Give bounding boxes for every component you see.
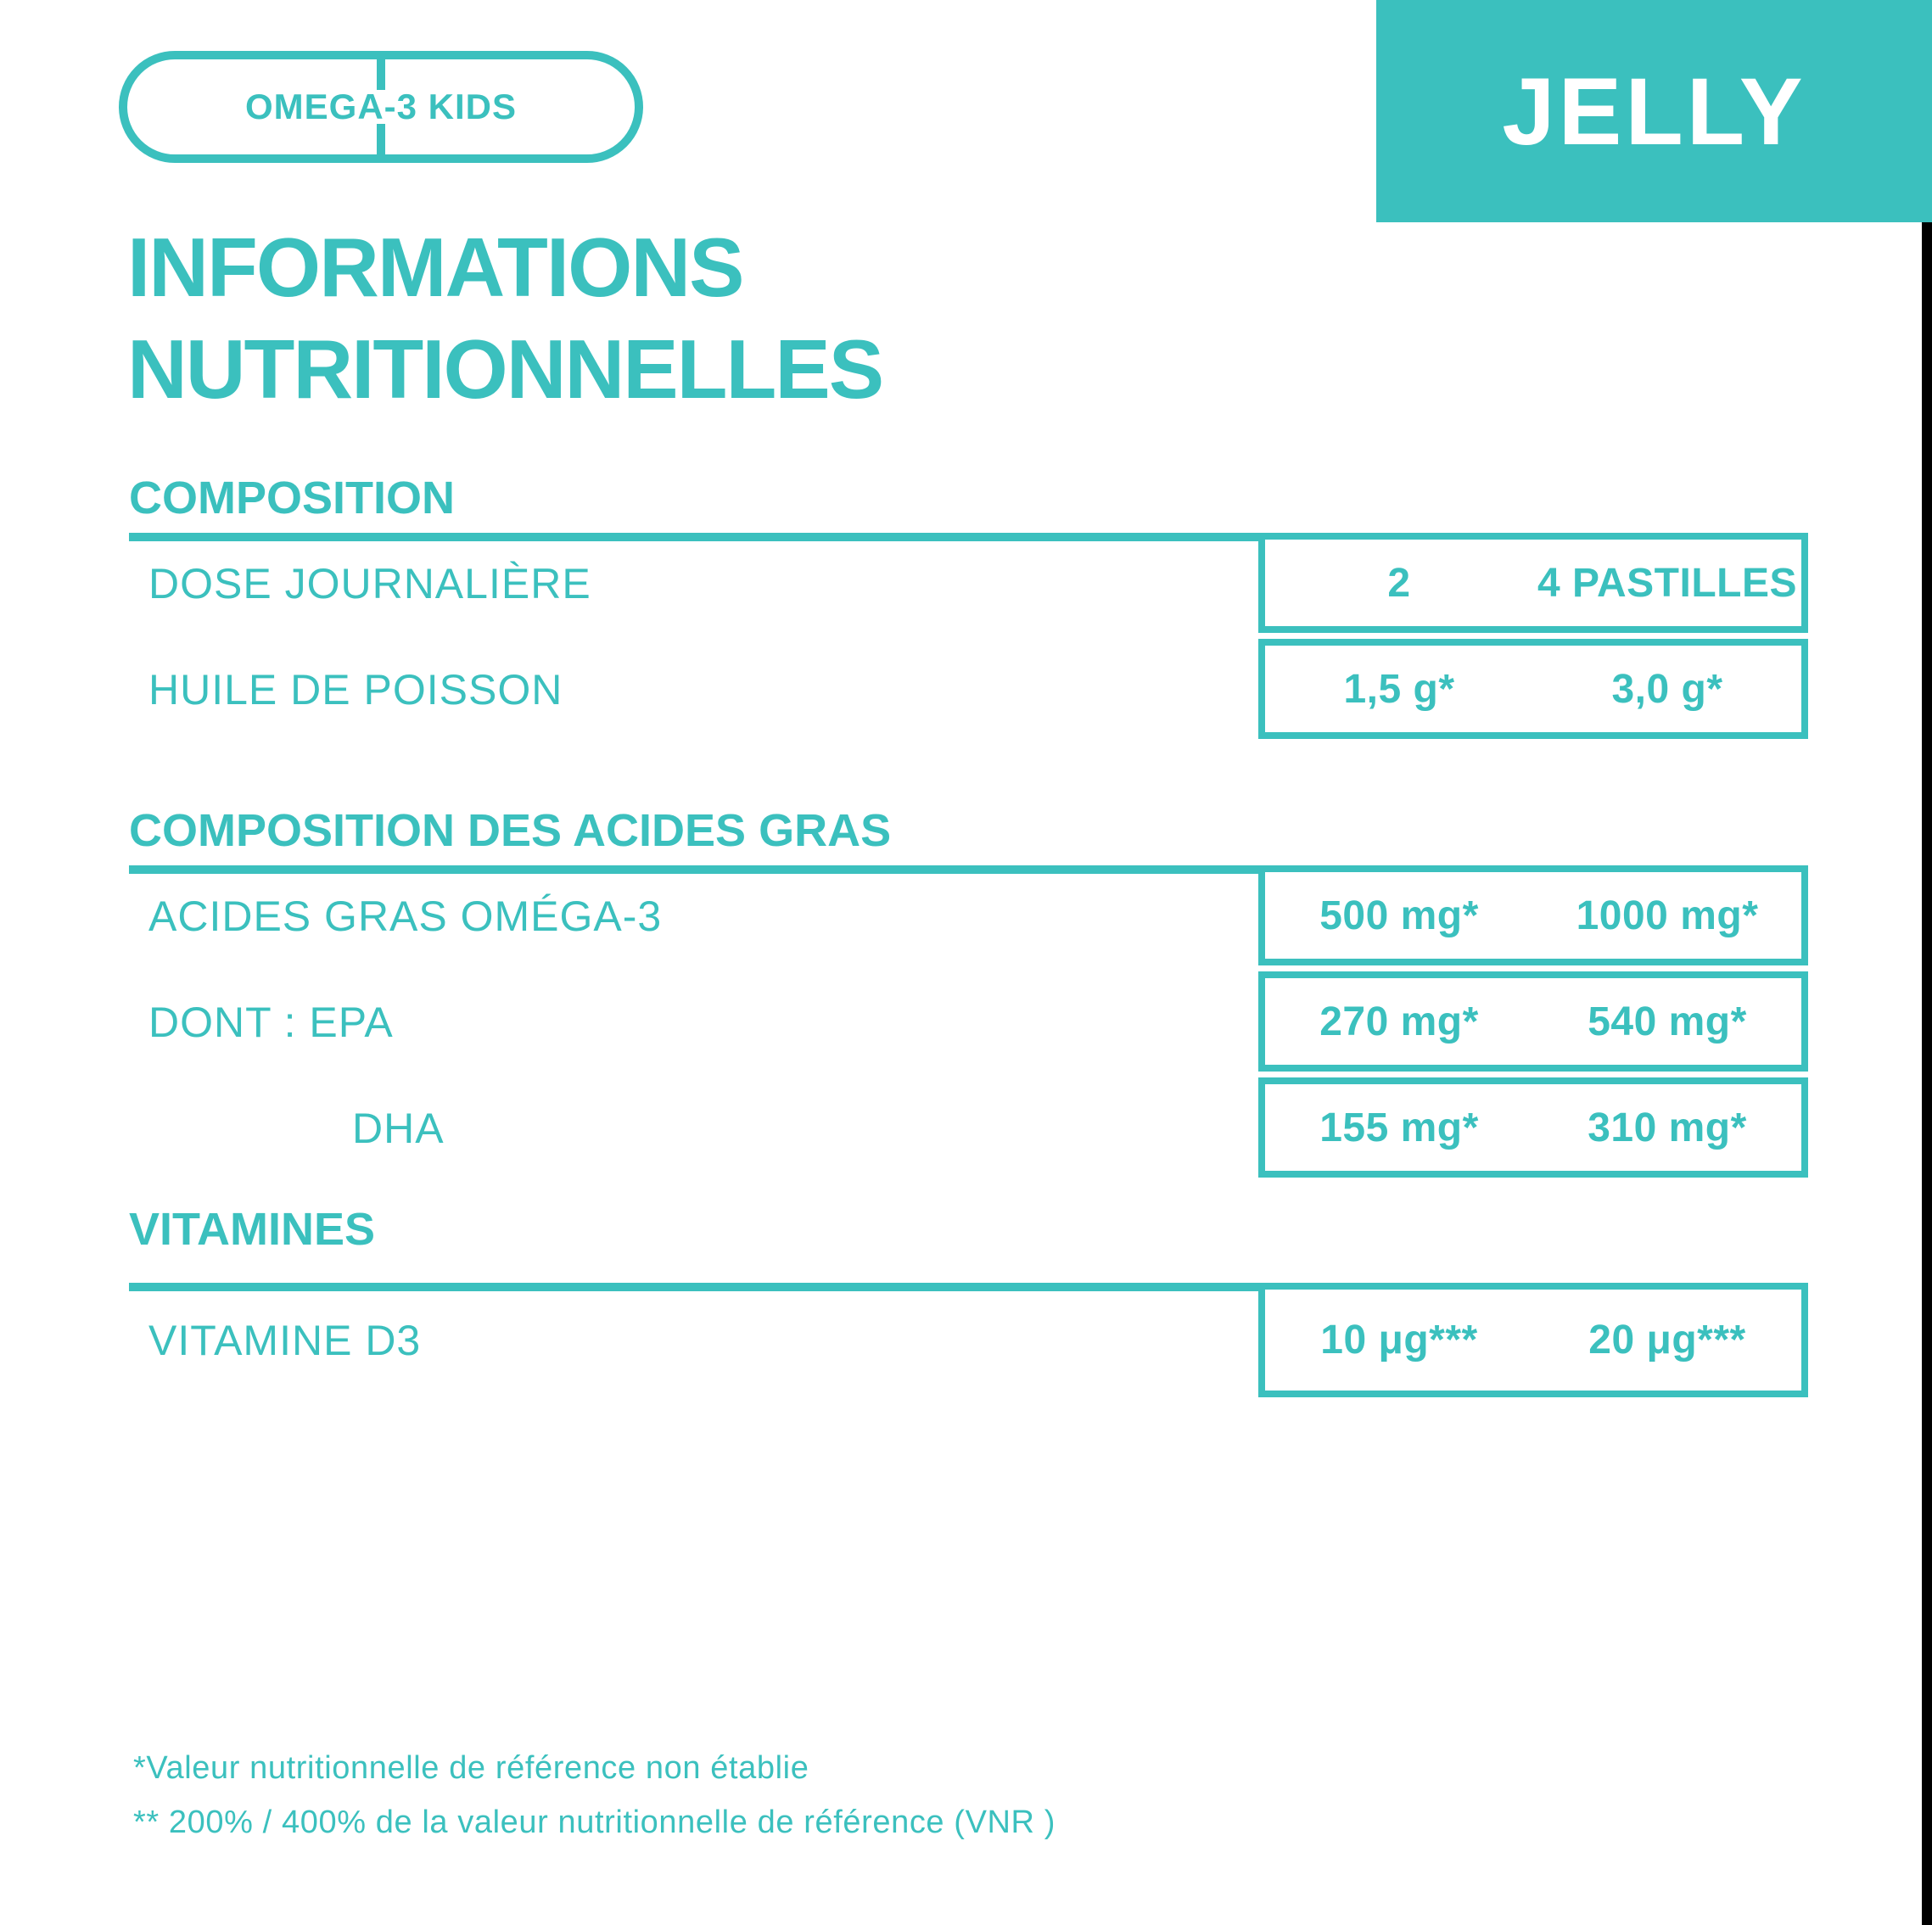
edge-artifact-strip (1922, 222, 1932, 1925)
row-label-huile-de-poisson: HUILE DE POISSON (148, 666, 563, 713)
row-label-acides-gras-omega3: ACIDES GRAS OMÉGA-3 (148, 893, 663, 940)
brand-banner (1376, 0, 1932, 222)
section-heading-composition: COMPOSITION (129, 473, 456, 523)
value-cell-dose1: 155 mg* (1319, 1105, 1479, 1150)
footnote-vnr-percent: ** 200% / 400% de la valeur nutritionnelle de référence (VNR ) (133, 1805, 1056, 1840)
page-title (127, 216, 882, 420)
value-cell-dose1: 1,5 g* (1343, 666, 1455, 712)
page-title-line2: NUTRITIONNELLES (127, 322, 883, 416)
brand-name: JELLY (1502, 58, 1806, 165)
values-box (1258, 1077, 1808, 1178)
row-label-vitamine-d3: VITAMINE D3 (148, 1317, 422, 1364)
values-box (1258, 865, 1808, 965)
value-cell-dose1: 10 μg*** (1320, 1318, 1478, 1363)
badge-label: OMEGA-3 KIDS (244, 87, 518, 126)
value-cell-dose1: 2 (1387, 560, 1411, 606)
value-cell-dose2: 4 PASTILLES (1537, 560, 1797, 606)
value-cell-dose2: 540 mg* (1588, 999, 1747, 1044)
footnotes (133, 1741, 1056, 1849)
section-heading-vitamines: VITAMINES (129, 1204, 376, 1255)
values-box (1258, 639, 1808, 739)
values-box (1258, 971, 1808, 1072)
values-box (1258, 1283, 1808, 1397)
row-label-dha: DHA (352, 1105, 445, 1152)
row-label-dont-epa: DONT : EPA (148, 999, 394, 1046)
value-cell-dose2: 3,0 g* (1611, 666, 1723, 712)
value-cell-dose1: 270 mg* (1319, 999, 1479, 1044)
value-cell-dose2: 310 mg* (1588, 1105, 1747, 1150)
page-title-line1: INFORMATIONS (127, 221, 743, 314)
value-cell-dose2: 20 μg*** (1588, 1318, 1746, 1363)
value-cell-dose2: 1000 mg* (1576, 893, 1759, 938)
footnote-vnr-non-etablie: *Valeur nutritionnelle de référence non établie (133, 1750, 809, 1786)
row-label-dose-journaliere: DOSE JOURNALIÈRE (148, 560, 591, 607)
values-box (1258, 533, 1808, 633)
value-cell-dose1: 500 mg* (1319, 893, 1479, 938)
section-heading-acides-gras: COMPOSITION DES ACIDES GRAS (129, 805, 892, 856)
omega3-kids-capsule-badge (119, 51, 643, 163)
